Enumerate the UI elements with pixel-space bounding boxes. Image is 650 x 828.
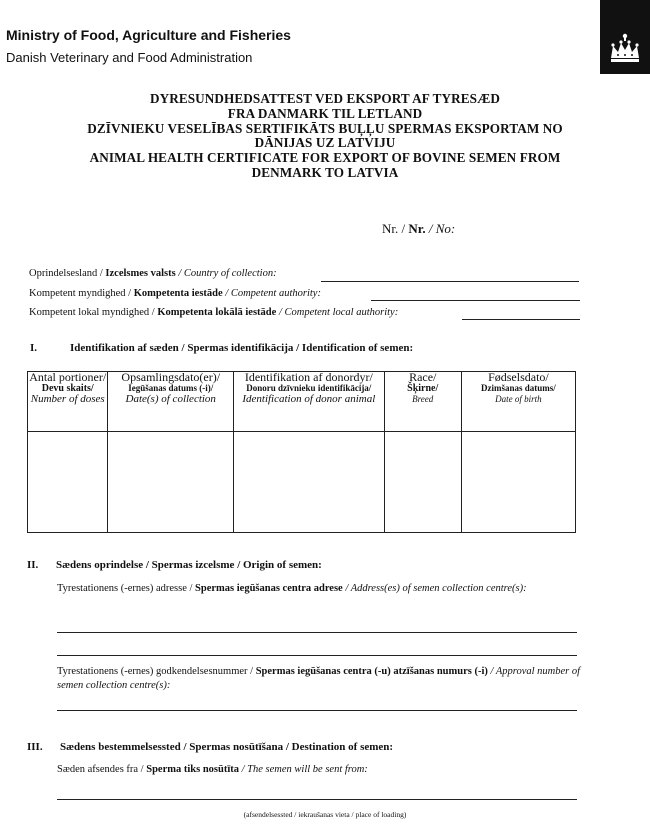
country-label-da: Oprindelsesland / [29, 268, 106, 279]
place-of-loading-caption: (afsendelsessted / iekraušanas vieta / place of loading) [243, 810, 407, 819]
header-date-of-birth [461, 372, 575, 432]
col2-lv: Iegūšanas datums (-i)/ [128, 383, 214, 393]
header-breed [384, 372, 461, 432]
col2-da: Opsamlingsdato(er)/ [121, 370, 221, 384]
title-line-2: FRA DANMARK TIL LETLAND [227, 105, 423, 121]
address-label-en: / Address(es) of semen collection centre(s): [342, 583, 527, 594]
section-2-title: Sædens oprindelse / Spermas izcelsme / Origin of semen: [56, 559, 322, 571]
nr-label-da: Nr. / [382, 221, 409, 236]
administration-name: Danish Veterinary and Food Administration [6, 50, 253, 65]
address-field-line-2[interactable] [57, 655, 577, 656]
approval-number-label [57, 665, 582, 693]
section-3-title: Sædens bestemmelsessted / Spermas nosūtīšana / Destination of semen: [60, 741, 394, 753]
section-1-title: Identifikation af sæden / Spermas identifikācija / Identification of semen: [70, 342, 414, 354]
col1-lv: Devu skaits/ [41, 383, 94, 394]
local-label-en: / Competent local authority: [276, 307, 399, 318]
col4-lv: Šķirne/ [407, 383, 439, 394]
authority-label-en: / Competent authority: [222, 288, 321, 299]
sent-label-lv: Sperma tiks nosūtīta [146, 764, 239, 775]
local-label-da: Kompetent lokal myndighed / [29, 307, 158, 318]
crown-logo [600, 0, 650, 74]
col5-en: Date of birth [495, 394, 542, 404]
col4-en: Breed [412, 394, 434, 404]
title-line-1: DYRESUNDHEDSATTEST VED EKSPORT AF TYRESÆD [149, 91, 501, 106]
approval-label-en: / Approval number of semen collection centre(s): [57, 666, 581, 691]
section-3-number: III. [27, 741, 43, 753]
approval-number-field[interactable] [57, 710, 577, 711]
col2-en: Date(s) of collection [125, 393, 216, 405]
cell-date-of-collection[interactable] [108, 432, 234, 533]
nr-label-en: / No: [425, 221, 456, 236]
col5-lv: Dzimšanas datums/ [481, 383, 556, 393]
place-of-loading-field[interactable] [57, 799, 577, 800]
cell-breed[interactable] [384, 432, 461, 533]
ministry-name: Ministry of Food, Agriculture and Fisheries [6, 27, 291, 43]
col3-en: Identification of donor animal [242, 393, 376, 405]
authority-label-lv: Kompetenta iestāde [133, 288, 223, 299]
section-2-number: II. [27, 559, 39, 571]
country-label-lv: Izcelsmes valsts [105, 268, 176, 279]
competent-authority-label [29, 288, 321, 299]
header-date-of-collection [108, 372, 234, 432]
col5-da: Fødselsdato/ [488, 370, 549, 384]
competent-local-authority-field[interactable] [462, 319, 580, 320]
competent-local-authority-label [29, 307, 398, 318]
title-line-6: DENMARK TO LATVIA [251, 164, 399, 180]
semen-identification-table [27, 371, 576, 533]
header-donor-identification [234, 372, 385, 432]
col3-lv: Donoru dzīvnieku identifikācija/ [246, 383, 372, 393]
address-label-da: Tyrestationens (-ernes) adresse / [57, 583, 196, 594]
approval-label-da: Tyrestationens (-ernes) godkendelsesnummer / [57, 666, 256, 677]
col1-en: Number of doses [30, 393, 105, 405]
address-label-lv: Spermas iegūšanas centra adrese [195, 583, 343, 594]
sent-from-label [57, 764, 368, 775]
crown-icon [600, 0, 650, 74]
country-of-collection-label [29, 268, 277, 279]
address-field-line-1[interactable] [57, 632, 577, 633]
approval-label-lv: Spermas iegūšanas centra (-u) atzīšanas numurs (-i) [255, 666, 488, 677]
certificate-title [0, 92, 650, 181]
certificate-number-label [382, 221, 455, 237]
title-line-4: DĀNIJAS UZ LATVIJU [254, 135, 396, 151]
cell-donor-identification[interactable] [234, 432, 385, 533]
section-1-number: I. [30, 342, 38, 354]
cell-date-of-birth[interactable] [461, 432, 575, 533]
col1-da: Antal portioner/ [29, 370, 107, 384]
country-label-en: / Country of collection: [175, 268, 277, 279]
cell-number-of-doses[interactable] [28, 432, 108, 533]
sent-label-en: / The semen will be sent from: [239, 764, 368, 775]
title-line-3: DZĪVNIEKU VESELĪBAS SERTIFIKĀTS BUĻĻU SPERMAS EKSPORTAM NO [87, 120, 563, 136]
competent-authority-field[interactable] [371, 300, 580, 301]
sent-label-da: Sæden afsendes fra / [57, 764, 147, 775]
local-label-lv: Kompetenta lokālā iestāde [157, 307, 277, 318]
header-number-of-doses [28, 372, 108, 432]
nr-label-lv: Nr. [408, 221, 426, 236]
col4-da: Race/ [409, 370, 437, 384]
country-of-collection-field[interactable] [321, 281, 579, 282]
title-line-5: ANIMAL HEALTH CERTIFICATE FOR EXPORT OF BOVINE SEMEN FROM [89, 150, 561, 166]
address-label [57, 582, 577, 596]
authority-label-da: Kompetent myndighed / [29, 288, 134, 299]
col3-da: Identifikation af donordyr/ [244, 370, 373, 384]
